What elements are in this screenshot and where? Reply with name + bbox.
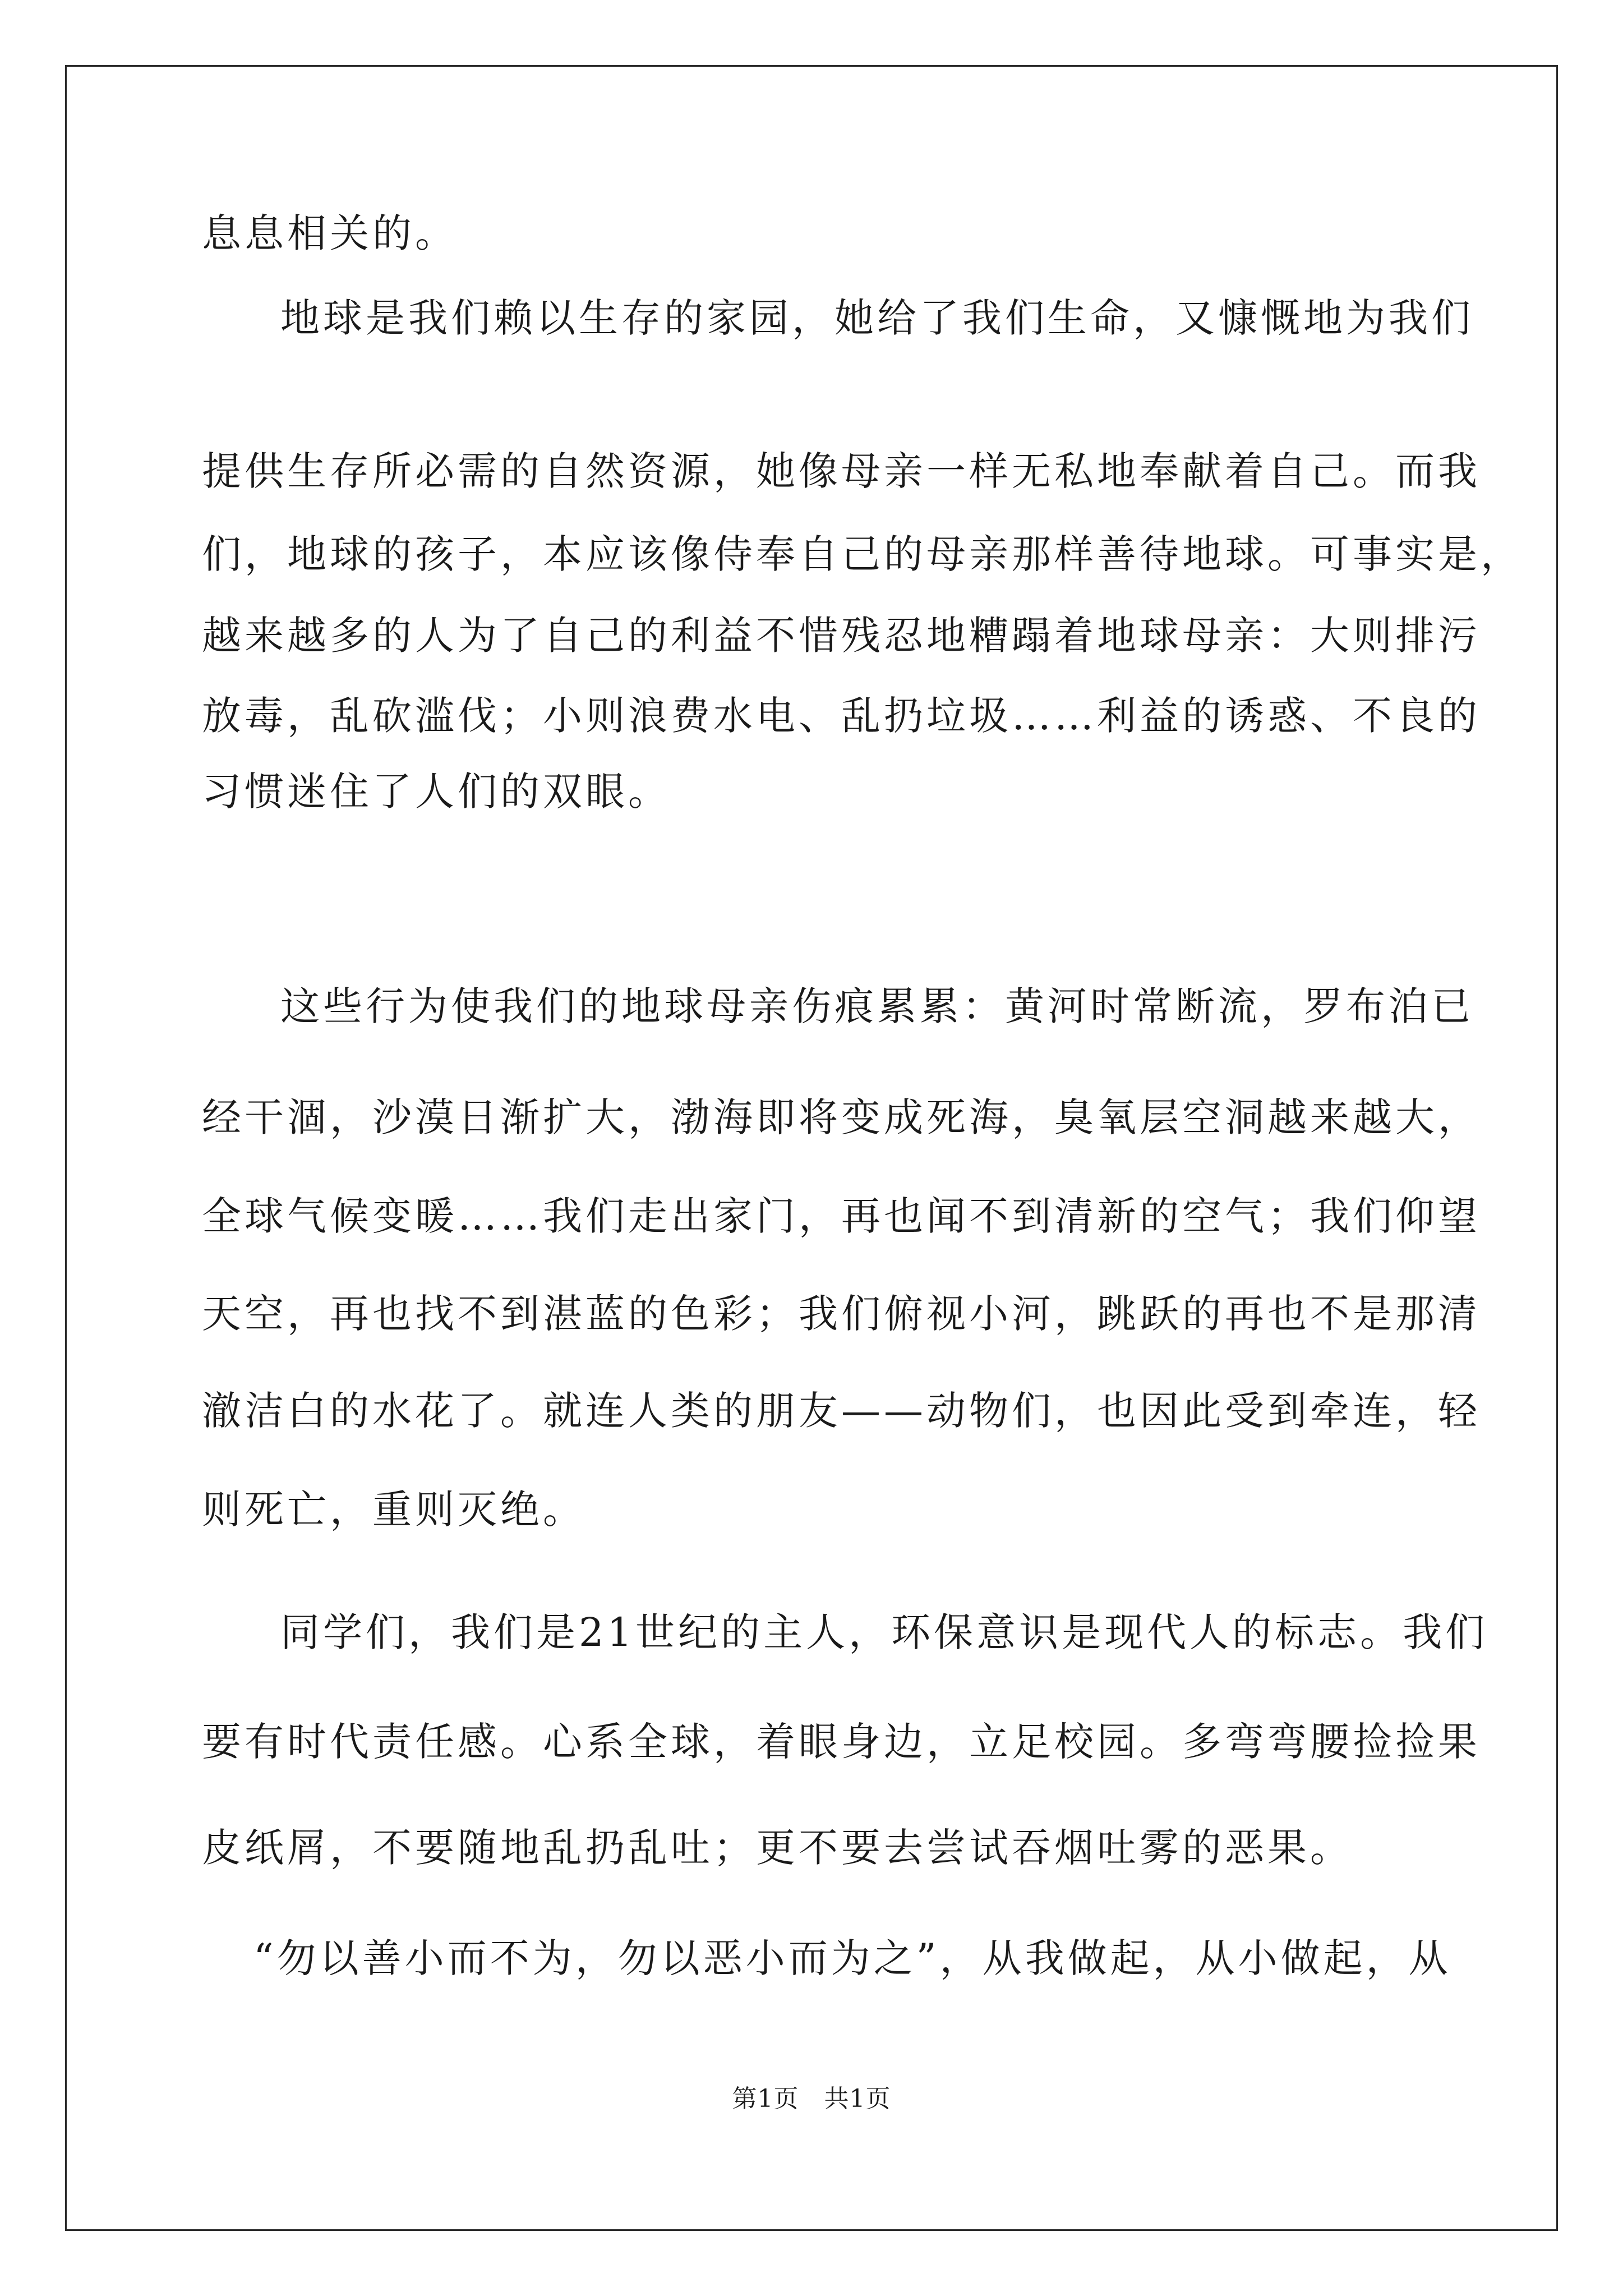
text-line: 天空，再也找不到湛蓝的色彩；我们俯视小河，跳跃的再也不是那清 bbox=[202, 1291, 1481, 1337]
text-line: 这些行为使我们的地球母亲伤痕累累：黄河时常断流，罗布泊已 bbox=[280, 983, 1474, 1029]
text-line: 息息相关的。 bbox=[202, 210, 458, 256]
text-line: 提供生存所必需的自然资源，她像母亲一样无私地奉献着自己。而我 bbox=[202, 448, 1481, 494]
text-line: 则死亡，重则灭绝。 bbox=[202, 1487, 585, 1533]
text-line: 经干涸，沙漠日渐扩大，渤海即将变成死海，臭氧层空洞越来越大， bbox=[202, 1094, 1481, 1140]
text-line: 澈洁白的水花了。就连人类的朋友——动物们，也因此受到牵连，轻 bbox=[202, 1388, 1481, 1434]
text-line: 习惯迷住了人们的双眼。 bbox=[202, 769, 671, 815]
text-line: 越来越多的人为了自己的利益不惜残忍地糟蹋着地球母亲：大则排污 bbox=[202, 613, 1481, 659]
text-line: 地球是我们赖以生存的家园，她给了我们生命，又慷慨地为我们 bbox=[280, 295, 1474, 341]
text-line: 们，地球的孩子，本应该像侍奉自己的母亲那样善待地球。可事实是， bbox=[202, 531, 1523, 577]
text-line: 要有时代责任感。心系全球，着眼身边，立足校园。多弯弯腰捡捡果 bbox=[202, 1719, 1481, 1765]
text-line: 放毒，乱砍滥伐；小则浪费水电、乱扔垃圾……利益的诱惑、不良的 bbox=[202, 693, 1481, 739]
page-border bbox=[65, 65, 1558, 2231]
text-line: 全球气候变暖……我们走出家门，再也闻不到清新的空气；我们仰望 bbox=[202, 1193, 1481, 1239]
text-line: “勿以善小而不为，勿以恶小而为之”，从我做起，从小做起，从 bbox=[253, 1935, 1451, 1981]
text-line: 同学们，我们是21世纪的主人，环保意识是现代人的标志。我们 bbox=[280, 1609, 1488, 1655]
text-line: 皮纸屑，不要随地乱扔乱吐；更不要去尝试吞烟吐雾的恶果。 bbox=[202, 1825, 1353, 1871]
page-footer: 第1页 共1页 bbox=[732, 2085, 891, 2113]
